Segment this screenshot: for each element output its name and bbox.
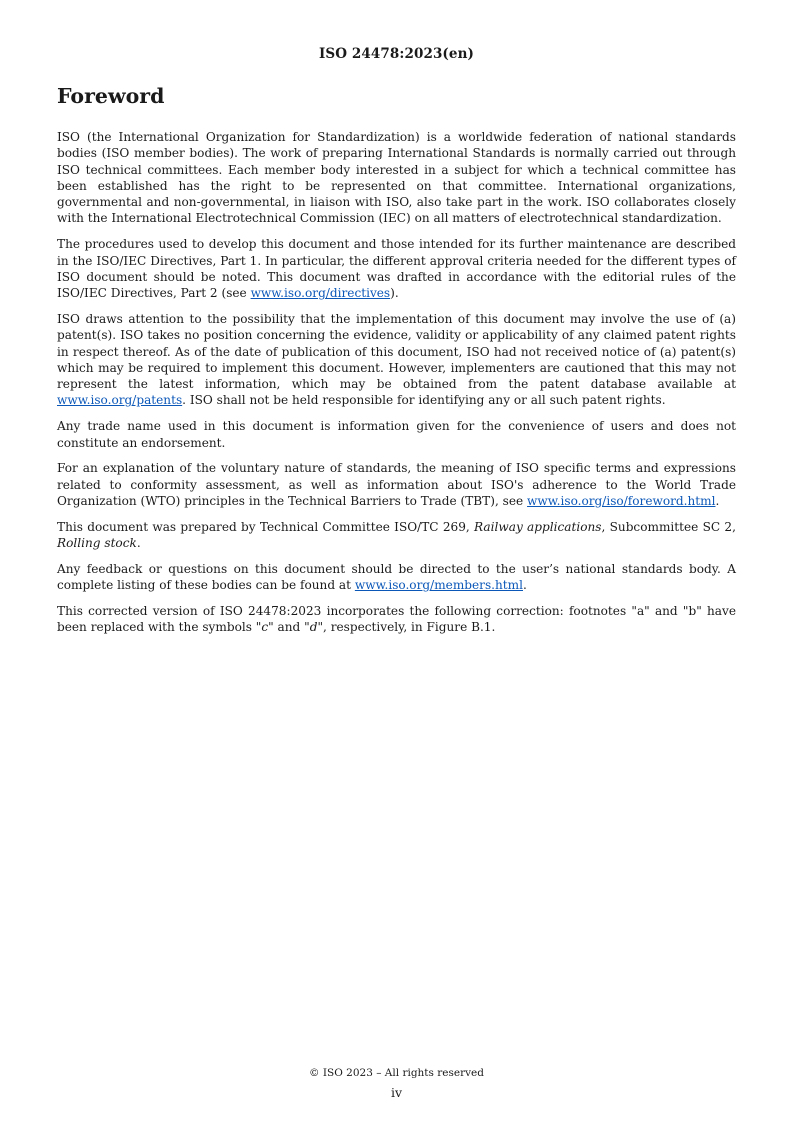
- paragraph-text-end: .: [715, 493, 720, 508]
- link-members[interactable]: www.iso.org/members.html: [354, 578, 523, 593]
- page-title: Foreword: [57, 84, 165, 108]
- paragraph-text-mid: , Subcommittee SC 2,: [601, 519, 736, 534]
- paragraph-patents: [57, 311, 736, 409]
- symbol-d: d: [309, 620, 318, 635]
- paragraph-text: For an explanation of the voluntary nature of standards, the meaning of ISO specific terms and expressions related to conformity assessment, as well as information about ISO's adherence to the World Trade Organization (WTO) principles in the Technical Barriers to Trade (TBT), see: [57, 461, 736, 508]
- document-identifier: ISO 24478:2023(en): [318, 46, 475, 62]
- paragraph-text: ISO draws attention to the possibility that the implementation of this document may involve the use of (a) patent(s). ISO takes no position concerning the evidence, validity or applicability of any claimed patent rights in respect thereof. As of the date of publication of this document, ISO had not received notice of (a) patent(s) which may be required to implement this document. However, implementers are cautioned that this may not represent the latest information, which may be obtained from the patent database available at: [57, 311, 736, 392]
- paragraph-text-end: ", respectively, in Figure B.1.: [317, 620, 496, 635]
- paragraph-committee: [57, 519, 736, 552]
- subcommittee-title: Rolling stock: [57, 536, 137, 551]
- paragraph-correction: [57, 603, 736, 636]
- paragraph-text: This corrected version of ISO 24478:2023 incorporates the following correction: footnotes "a" and "b" have been replaced with the symbols ": [57, 603, 736, 635]
- paragraph-voluntary-nature: [57, 460, 736, 509]
- copyright-notice: © ISO 2023 – All rights reserved: [309, 1067, 484, 1079]
- paragraph-iso-intro: ISO (the International Organization for Standardization) is a worldwide federation of national standards bodies (ISO member bodies). The work of preparing International Standards is normally carried out through ISO technical committees. Each member body interested in a subject for which a technical committee has been established has the right to be represented on that committee. International organizations, governmental and non-governmental, in liaison with ISO, also take part in the work. ISO collaborates closely with the International Electrotechnical Commission (IEC) on all matters of electrotechnical standardization.: [57, 130, 736, 226]
- page-number: iv: [390, 1085, 403, 1100]
- paragraph-trade-name: Any trade name used in this document is information given for the convenience of users and does not constitute an endorsement.: [57, 419, 736, 450]
- paragraph-text: Any feedback or questions on this document should be directed to the user’s national standards body. A complete listing of these bodies can be found at: [57, 561, 736, 593]
- paragraph-text-mid: " and ": [268, 620, 310, 635]
- committee-title: Railway applications: [474, 519, 602, 534]
- paragraph-text-end: . ISO shall not be held responsible for identifying any or all such patent rights.: [182, 393, 666, 408]
- paragraph-text-end: .: [523, 578, 527, 593]
- link-directives[interactable]: www.iso.org/directives: [250, 286, 391, 301]
- paragraph-text-end: .: [136, 536, 141, 551]
- paragraph-text: The procedures used to develop this document and those intended for its further maintenance are described in the ISO/IEC Directives, Part 1. In particular, the different approval criteria needed for the different types of ISO document should be noted. This document was drafted in accordance with the editorial rules of the ISO/IEC Directives, Part 2 (see: [57, 237, 736, 301]
- link-foreword[interactable]: www.iso.org/iso/foreword.html: [527, 493, 716, 508]
- paragraph-text-end: ).: [390, 286, 399, 301]
- paragraph-feedback: [57, 561, 736, 594]
- symbol-c: c: [261, 620, 269, 635]
- paragraph-procedures: [57, 236, 736, 301]
- paragraph-text: This document was prepared by Technical Committee ISO/TC 269,: [57, 519, 475, 534]
- foreword-body: [57, 129, 736, 645]
- link-patents[interactable]: www.iso.org/patents: [57, 393, 183, 408]
